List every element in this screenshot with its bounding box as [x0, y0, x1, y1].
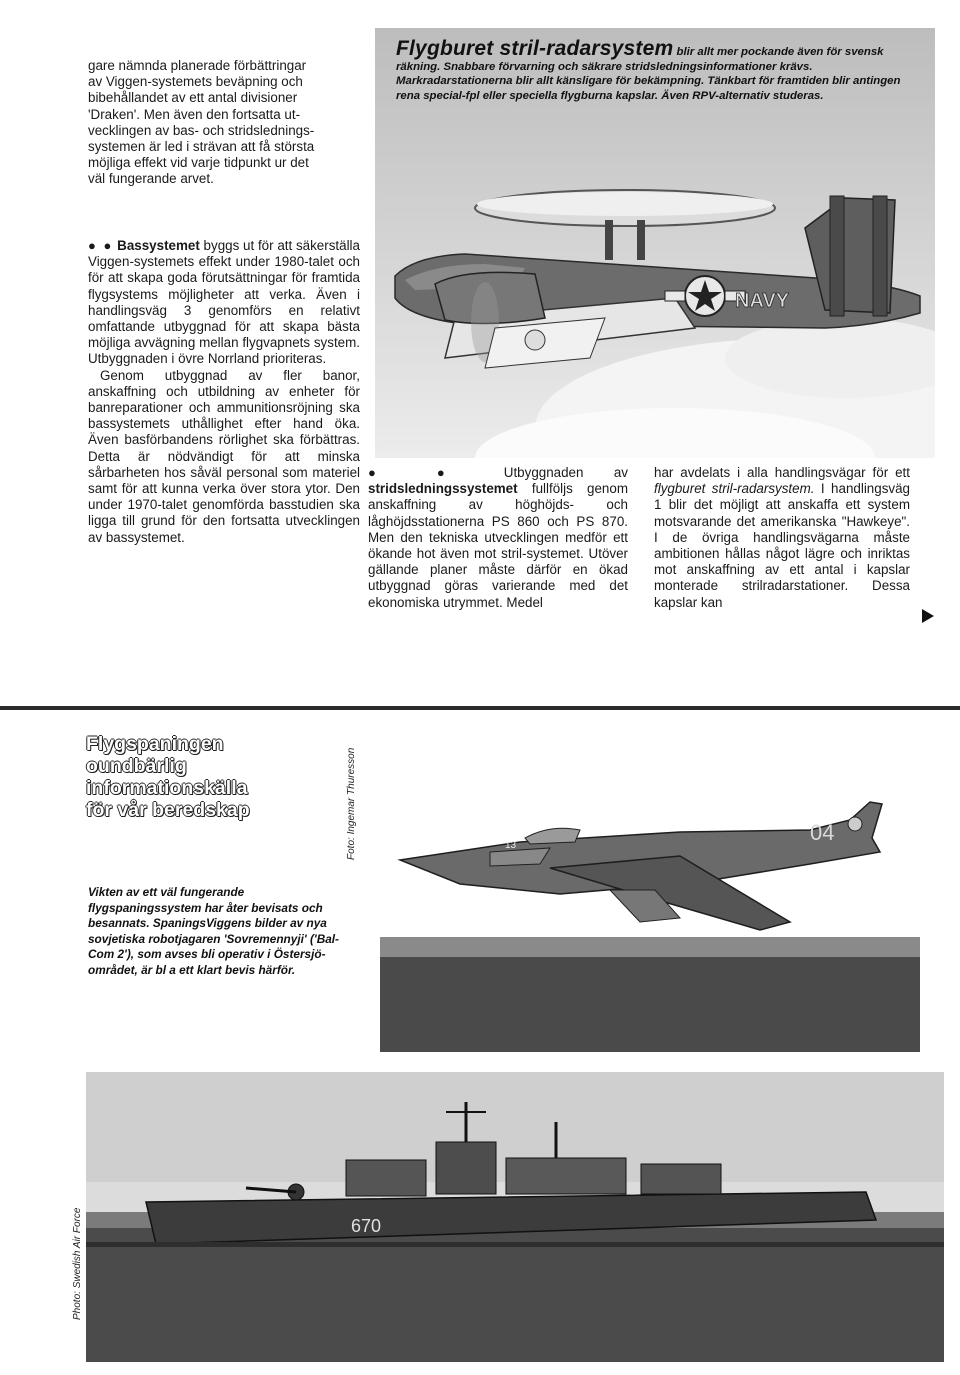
section-divider	[0, 706, 960, 710]
credit-ship: Photo: Swedish Air Force	[72, 1207, 83, 1320]
box-title-line: informationskälla	[86, 777, 248, 799]
viggen-photo	[380, 772, 920, 1052]
bullet-markers: ● ●	[88, 238, 114, 253]
radar-caption	[396, 37, 906, 103]
kapslar-paragraph	[654, 465, 910, 611]
box-title-line: Flygspaningen	[86, 733, 224, 755]
box-title-line: oundbärlig	[86, 755, 187, 777]
box-caption: Vikten av ett väl fungerande flygspaningssystem har åter bevisats och besannats. SpaningsViggens bilder av nya sovjetiska robotjagaren 'Sovremennyji' ('Bal-Com 2'), som avses bli operativ i Östersjö-området, är bl a ett klart bevis härför.	[88, 885, 339, 977]
col2-pre: Utbyggnaden av	[503, 465, 628, 480]
col1-line: väl fungerande arvet.	[88, 171, 214, 187]
box-title-line: för vår beredskap	[86, 799, 250, 821]
col1-line: bibehållandet av ett antal divisioner	[88, 90, 298, 106]
col2-rest: fullföljs genom anskaffning av höghöjds- och låghöjdsstationerna PS 860 och PS 870. Men den tekniska utvecklingen medför ett ökande hot även mot stril-systemet. Utöver gällande planer måste därför en ökad utbyggnad göras varierande med det ekonomiska utrymmet. Medel	[368, 481, 628, 610]
col1-line: av Viggen-systemets beväpning och	[88, 74, 303, 90]
bassystemet-lead: Bassystemet	[117, 238, 200, 253]
bullet-markers: ● ●	[368, 465, 474, 480]
col1-top-text	[88, 58, 360, 188]
radar-caption-title: Flygburet stril-radarsystem	[396, 37, 674, 60]
ship-photo	[86, 1072, 944, 1362]
radar-caption-text: blir allt mer pockande även för svensk räkning. Snabbare förvarning och säkrare stridsledningsinformationer krävs. Markradarstationerna blir allt känsligare för bekämpning. Tänkbart för framtiden blir antingen rena special-fpl eller speciella flygburna kapslar. Även RPV-alternativ studeras.	[396, 46, 901, 102]
navy-label: NAVY	[735, 290, 790, 312]
credit-viggen: Foto: Ingemar Thuresson	[346, 747, 357, 860]
bassystemet-paragraph	[88, 238, 360, 368]
box-title	[86, 733, 346, 821]
col1-bassystemet-section	[88, 238, 360, 546]
col1-line: vecklingen av bas- och stridslednings-	[88, 122, 315, 138]
col1-line: systemen är led i strävan att få största	[88, 139, 315, 155]
col2-text	[368, 465, 628, 611]
col1-line: möjliga effekt vid varje tidpunkt ur det	[88, 155, 309, 171]
col1-line: 'Draken'. Men även den fortsatta ut-	[88, 106, 301, 122]
col3-text	[654, 465, 910, 611]
col3-rest: I handlingsväg 1 blir det möjligt att anskaffa ett system motsvarande det amerikanska "Hawkeye". I de övriga handlingsvägarna måste ambitionen hållas något lägre och inriktas mot anskaffning av ett antal i kapslar monterade strilradarstationer. Dessa kapslar kan	[654, 481, 910, 610]
ship-number: 670	[351, 1216, 382, 1236]
bassystemet-paragraph-2: Genom utbyggnad av fler banor, anskaffning och utbildning av enheter för banreparationer och ammunitionsröjning ska bassystemets uthållighet efter hand öka. Även basförbandens rörlighet ska förbättras. Detta är nödvändigt för att minska sårbarheten hos såväl personal som materiel samt för att kunna verka över stora ytor. Den under 1970-talet genomförda basstudien ska ligga till grund för den fortsatta utvecklingen av bassystemet.	[88, 367, 360, 545]
bassystemet-body: byggs ut för att säkerställa Viggen-systemets effekt under 1980-talet och för att skapa goda förutsättningar för framtida flygsystems möjligheter att verka. Även i handlingsväg 3 genomförs en relativt omfattande utbyggnad för att skapa bästa möjliga avvägning mellan flygvapnets system. Utbyggnaden i övre Norrland prioriteras.	[88, 238, 360, 367]
stridsledning-paragraph	[368, 465, 628, 611]
col1-line: gare nämnda planerade förbättringar	[88, 58, 307, 73]
viggen-small-number: 13	[505, 840, 517, 851]
col3-pre: har avdelats i alla handlingsvägar för ett	[654, 465, 910, 480]
continue-arrow-icon	[922, 609, 934, 623]
viggen-number: 04	[810, 820, 835, 845]
col3-italic: flygburet stril-radarsystem.	[654, 481, 815, 497]
col2-bold: stridsledningssystemet	[368, 481, 518, 497]
